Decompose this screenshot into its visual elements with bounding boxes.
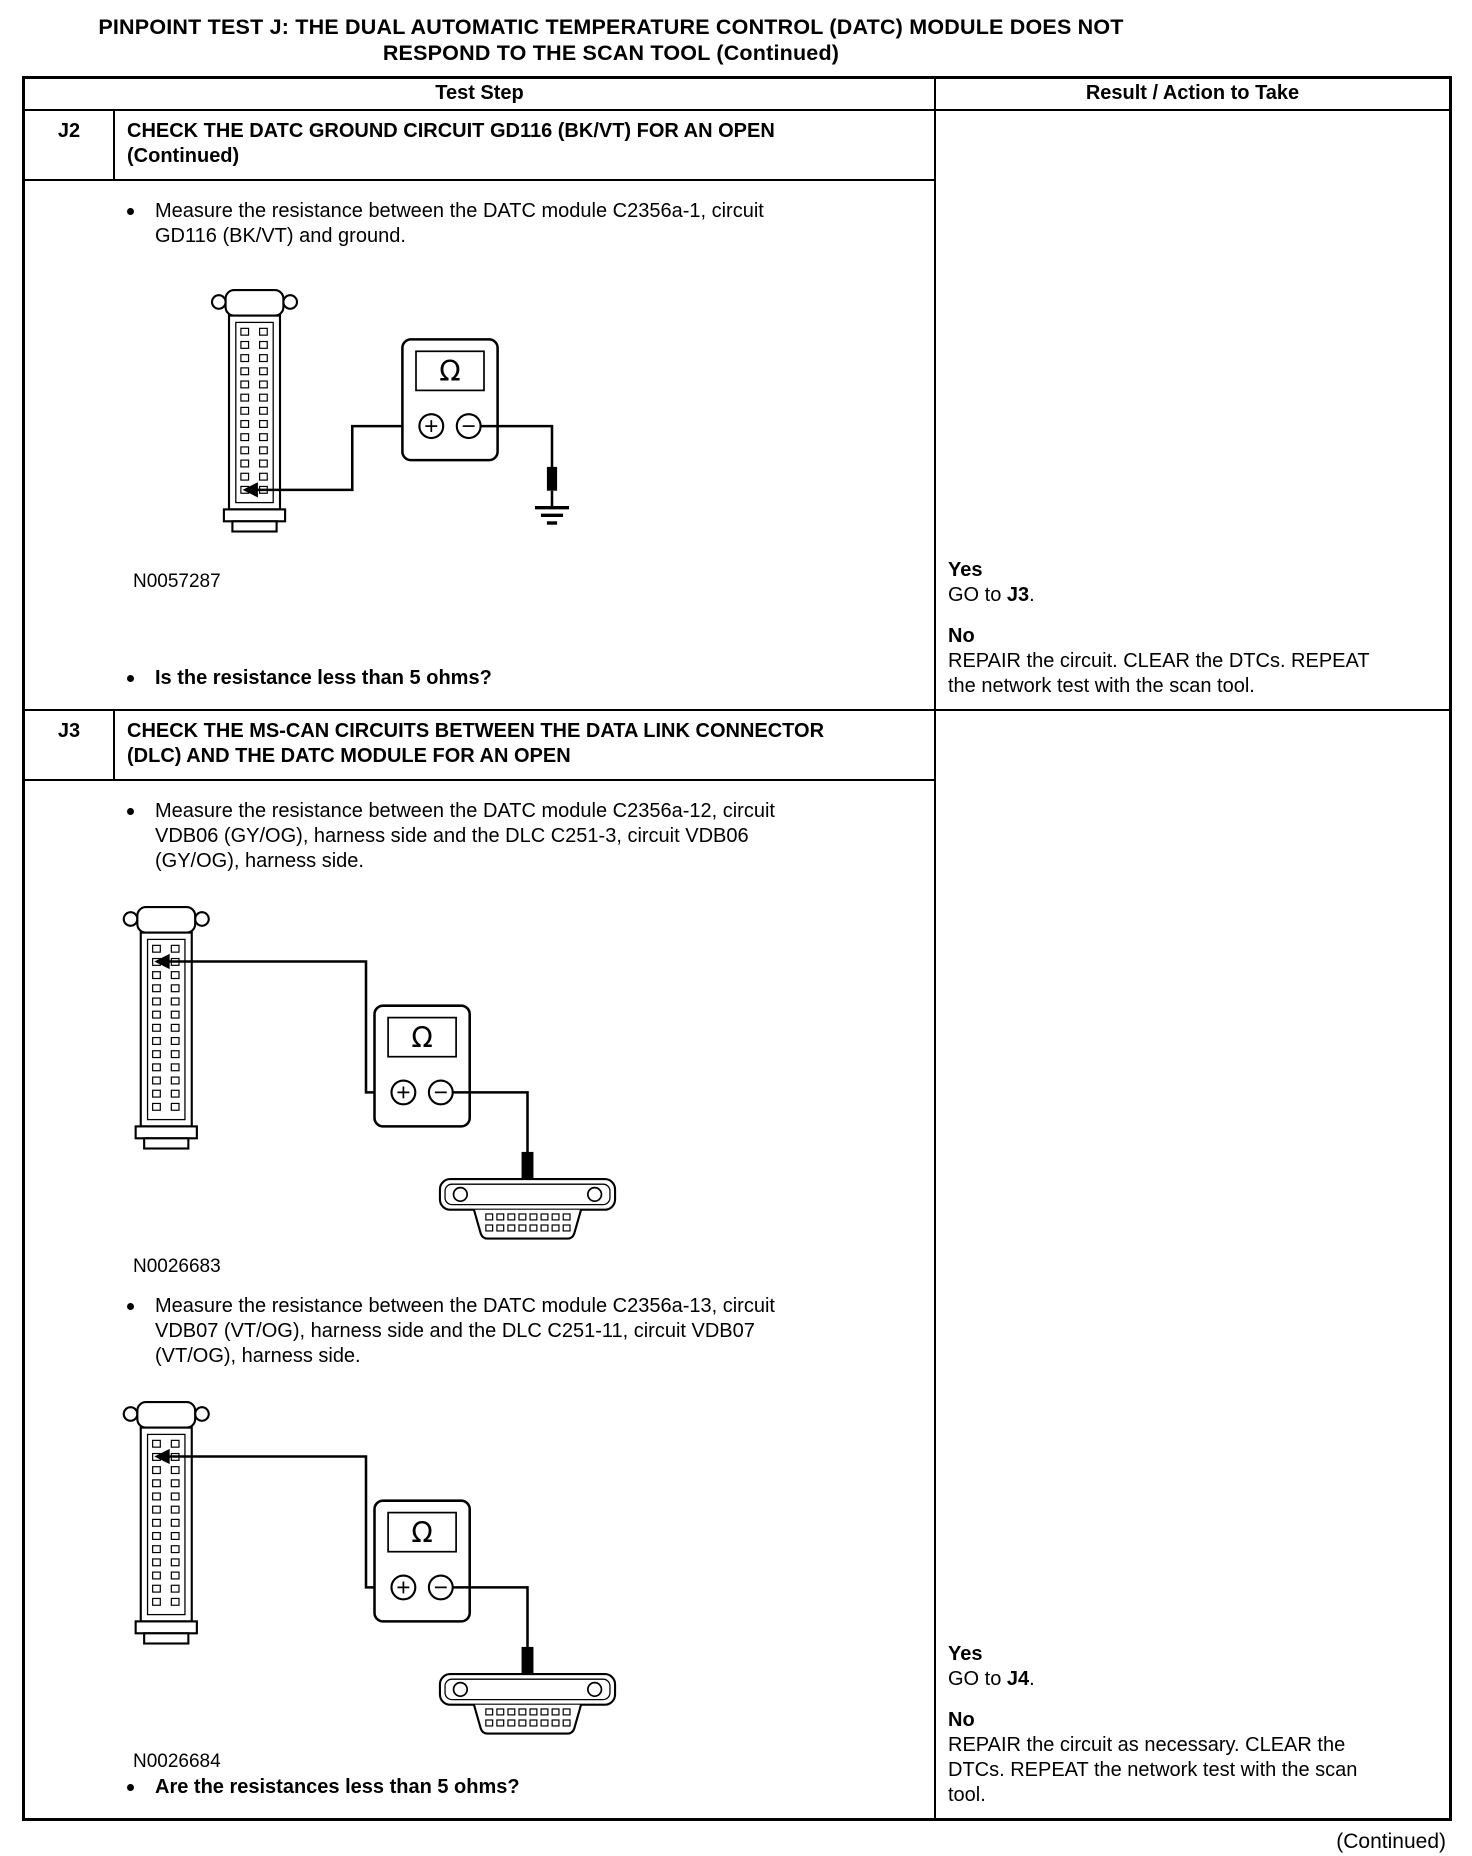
action-text: GO to	[948, 1668, 1007, 1690]
question-bullet-j3	[103, 1775, 520, 1804]
datc-connector-illustration	[124, 1402, 209, 1643]
bullet-icon	[127, 675, 134, 682]
question-bullet-j2	[103, 666, 492, 695]
instruction-bullet-j3-1	[103, 799, 785, 874]
page-title-line1: PINPOINT TEST J: THE DUAL AUTOMATIC TEMPERATURE CONTROL (DATC) MODULE DOES NOT	[98, 15, 1124, 39]
column-header-test-step: Test Step	[25, 79, 936, 109]
result-cell-j2	[936, 111, 1449, 709]
instruction-text: Measure the resistance between the DATC module C2356a-1, circuit GD116 (BK/VT) and ground.	[155, 200, 764, 247]
probe-tip	[522, 1647, 534, 1674]
bullet-icon	[127, 1303, 134, 1310]
table-header-row	[25, 79, 1449, 111]
wiring-diagram-j3-vdb07	[103, 1371, 672, 1775]
question-text: Is the resistance less than 5 ohms?	[155, 667, 492, 689]
result-yes-action	[948, 1667, 1388, 1692]
step-id-j2: J2	[25, 111, 115, 179]
step-body-j2	[25, 181, 934, 709]
test-lead-wire	[257, 426, 419, 490]
action-text: GO to	[948, 584, 1007, 606]
result-yes-action	[948, 583, 1388, 608]
multimeter-illustration	[375, 1006, 470, 1127]
wiring-diagram-j3-vdb06	[103, 876, 672, 1280]
bullet-icon	[127, 808, 134, 815]
dlc-connector-illustration	[440, 1674, 615, 1734]
step-header-j3	[25, 711, 934, 781]
diagram-mscan-plus-circuit	[111, 902, 672, 1242]
multimeter-illustration	[375, 1501, 470, 1622]
instruction-bullet-j2-1	[103, 199, 785, 249]
result-no-label: No	[948, 1709, 975, 1731]
datc-connector-illustration	[124, 907, 209, 1148]
result-no-label: No	[948, 625, 975, 647]
test-step-cell-j3	[25, 711, 936, 1818]
figure-number: N0057287	[133, 571, 221, 592]
step-title-j3: CHECK THE MS-CAN CIRCUITS BETWEEN THE DATA LINK CONNECTOR (DLC) AND THE DATC MODULE FOR AN OPEN	[127, 720, 825, 767]
step-body-j3	[25, 781, 934, 1818]
page-title	[0, 14, 1472, 66]
column-header-result-action: Result / Action to Take	[1085, 82, 1300, 104]
bullet-icon	[127, 208, 134, 215]
test-step-cell-j2	[25, 111, 936, 709]
multimeter-illustration	[402, 339, 497, 460]
goto-step-reference: J4	[1006, 1668, 1030, 1690]
table-row-step-j3	[25, 709, 1449, 1818]
figure-number: N0026683	[133, 1256, 221, 1277]
result-no-action: REPAIR the circuit. CLEAR the DTCs. REPEAT the network test with the scan tool.	[948, 650, 1370, 697]
instruction-text: Measure the resistance between the DATC module C2356a-12, circuit VDB06 (GY/OG), harness side and the DLC C251-3, circuit VDB06 (GY/OG), harness side.	[155, 800, 775, 872]
probe-tip	[522, 1152, 534, 1179]
step-id-j3: J3	[25, 711, 115, 779]
goto-step-reference: J3	[1006, 584, 1030, 606]
test-lead-wire	[169, 1457, 392, 1588]
instruction-bullet-j3-2	[103, 1294, 785, 1369]
step-header-j2	[25, 111, 934, 181]
table-row-step-j2	[25, 111, 1449, 709]
wiring-diagram-j2-ground-check	[103, 251, 671, 595]
bullet-icon	[127, 1784, 134, 1791]
result-no-action: REPAIR the circuit as necessary. CLEAR the DTCs. REPEAT the network test with the scan tool.	[948, 1734, 1358, 1806]
step-title-j2: CHECK THE DATC GROUND CIRCUIT GD116 (BK/VT) FOR AN OPEN (Continued)	[127, 120, 775, 167]
ground-symbol-icon	[535, 467, 569, 523]
figure-number: N0026684	[133, 1751, 221, 1772]
test-lead-wire	[169, 962, 392, 1093]
continued-note: (Continued)	[1336, 1830, 1446, 1853]
action-text: .	[1029, 584, 1035, 606]
instruction-text: Measure the resistance between the DATC module C2356a-13, circuit VDB07 (VT/OG), harness side and the DLC C251-11, circuit VDB07 (VT/OG), harness side.	[155, 1295, 775, 1367]
page-title-line2: RESPOND TO THE SCAN TOOL (Continued)	[382, 41, 840, 65]
result-yes-label: Yes	[948, 559, 983, 581]
action-text: .	[1029, 1668, 1035, 1690]
result-yes-label: Yes	[948, 1643, 983, 1665]
diagram-mscan-minus-circuit	[111, 1397, 672, 1737]
dlc-connector-illustration	[440, 1179, 615, 1239]
diagram-ground-resistance	[195, 285, 671, 557]
result-cell-j3	[936, 711, 1449, 1818]
question-text: Are the resistances less than 5 ohms?	[155, 1776, 520, 1798]
pinpoint-test-table	[22, 76, 1452, 1821]
